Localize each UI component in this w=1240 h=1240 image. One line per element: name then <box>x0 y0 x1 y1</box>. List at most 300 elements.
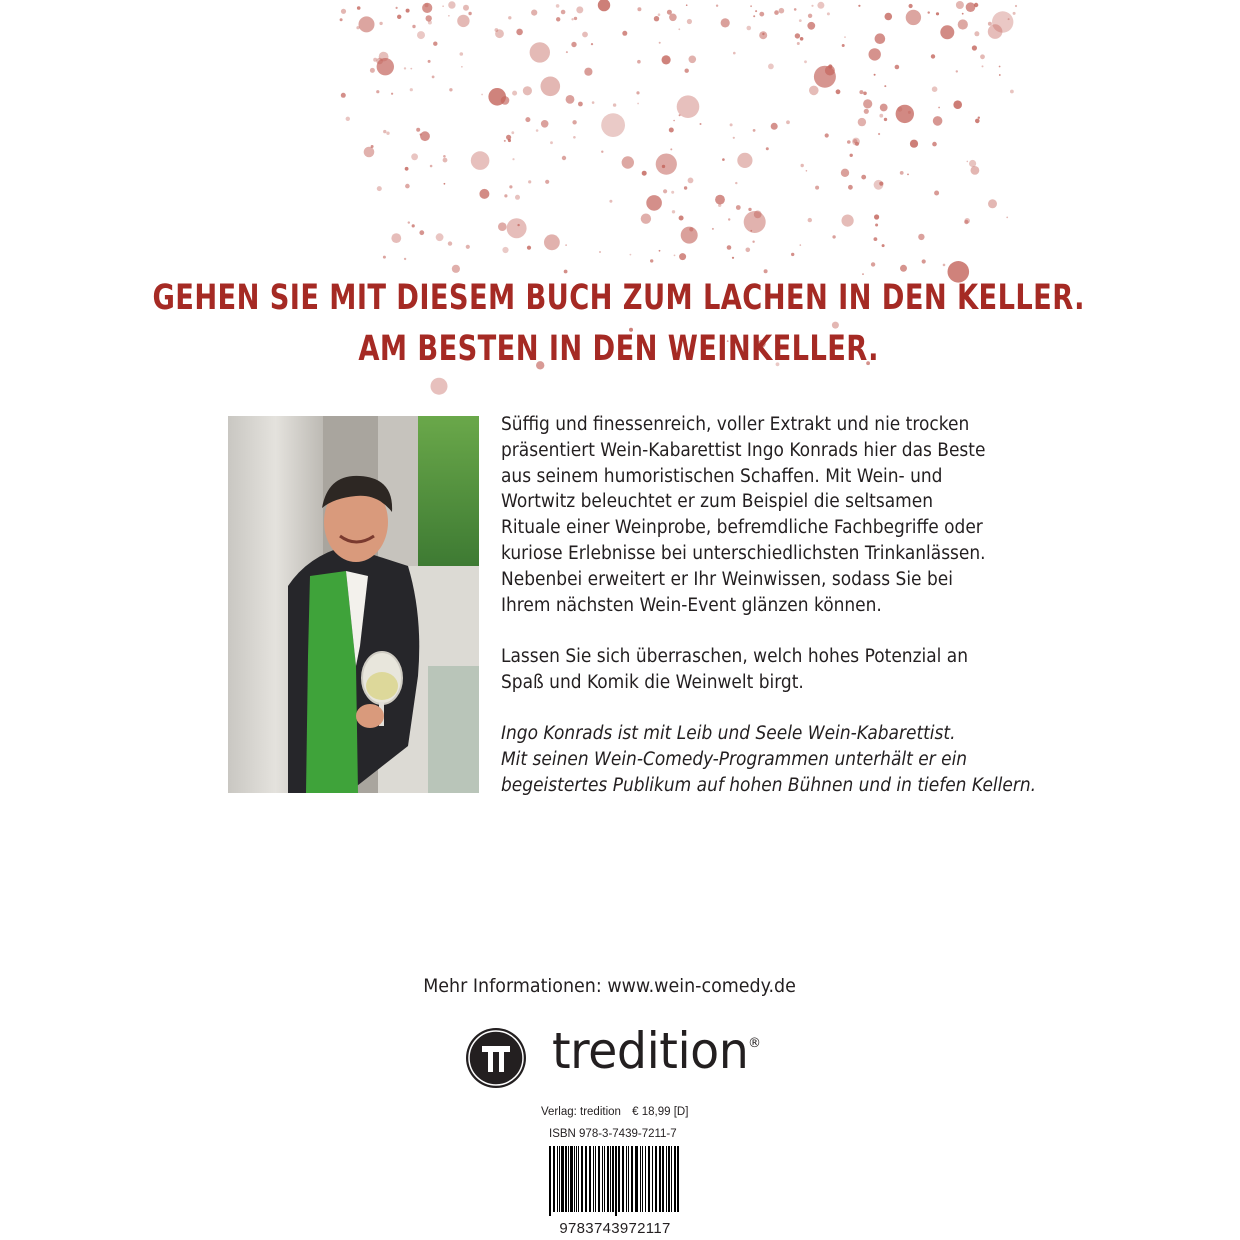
text-line: präsentiert Wein-Kabarettist Ingo Konrads hier das Beste <box>501 439 986 461</box>
splash-droplet <box>962 13 964 15</box>
splash-droplet <box>391 93 393 95</box>
barcode-bar <box>648 1146 650 1212</box>
splash-droplet <box>511 131 514 134</box>
splash-droplet <box>659 250 661 252</box>
splash-droplet <box>637 7 641 11</box>
splash-droplet <box>958 19 968 29</box>
barcode-bar <box>640 1146 641 1212</box>
splash-droplet <box>732 257 734 259</box>
splash-droplet <box>932 86 938 92</box>
splash-droplet <box>859 90 863 94</box>
splash-droplet <box>750 5 752 7</box>
splash-droplet <box>448 241 452 245</box>
splash-droplet <box>495 28 499 32</box>
splash-droplet <box>874 74 876 76</box>
splash-droplet <box>748 208 751 211</box>
splash-droplet <box>715 195 725 205</box>
splash-droplet <box>659 42 661 44</box>
text-line: Rituale einer Weinprobe, befremdliche Fachbegriffe oder <box>501 517 983 539</box>
splash-droplet <box>848 185 853 190</box>
splash-droplet <box>516 29 523 36</box>
splash-droplet <box>460 52 464 56</box>
splash-droplet <box>377 186 382 191</box>
splash-droplet <box>584 68 592 76</box>
splash-droplet <box>376 58 383 65</box>
splash-droplet <box>730 123 733 126</box>
splash-droplet <box>674 255 676 257</box>
splash-droplet <box>940 25 954 39</box>
splash-droplet <box>836 89 841 94</box>
text-line: Nebenbei erweitert er Ihr Weinwissen, sodass Sie bei <box>501 568 953 590</box>
splash-droplet <box>404 258 406 260</box>
barcode-bar <box>565 1146 567 1212</box>
splash-droplet <box>658 13 661 16</box>
text-line: Mit seinen Wein-Comedy-Programmen unterhält er ein <box>501 748 968 770</box>
splash-droplet <box>722 158 725 161</box>
barcode-bar <box>655 1146 657 1212</box>
splash-droplet <box>858 118 866 126</box>
splash-droplet <box>980 54 985 59</box>
splash-droplet <box>1006 217 1008 219</box>
splash-droplet <box>908 111 911 114</box>
splash-droplet <box>670 148 672 150</box>
splash-droplet <box>561 10 566 15</box>
splash-droplet <box>564 270 568 274</box>
splash-droplet <box>759 12 764 17</box>
splash-droplet <box>1008 18 1010 20</box>
author-bio <box>501 721 1037 798</box>
splash-droplet <box>376 90 379 93</box>
splash-droplet <box>508 16 511 19</box>
splash-droplet <box>771 123 778 130</box>
splash-droplet <box>907 174 909 176</box>
splash-droplet <box>885 13 893 21</box>
barcode-bar <box>559 1146 560 1212</box>
splash-droplet <box>863 99 872 108</box>
splash-droplet <box>405 184 410 189</box>
barcode-bar <box>557 1146 558 1212</box>
barcode-bar <box>645 1146 646 1212</box>
splash-droplet <box>878 133 880 135</box>
splash-droplet <box>432 76 435 79</box>
splash-droplet <box>827 12 830 15</box>
splash-droplet <box>936 12 939 15</box>
barcode-bar <box>622 1146 624 1212</box>
splash-droplet <box>684 186 687 189</box>
barcode-bar <box>671 1146 672 1212</box>
splash-droplet <box>1010 90 1014 94</box>
splash-droplet <box>527 246 531 250</box>
barcode-bar <box>659 1146 661 1212</box>
splash-droplet <box>909 4 913 8</box>
splash-droplet <box>515 195 520 200</box>
splash-droplet <box>528 180 531 183</box>
splash-droplet <box>721 18 730 27</box>
splash-droplet <box>636 91 639 94</box>
splash-droplet <box>512 158 514 160</box>
splash-droplet <box>764 269 768 273</box>
text-line: Ihrem nächsten Wein-Event glänzen können. <box>501 594 882 616</box>
splash-droplet <box>408 221 410 223</box>
splash-droplet <box>807 22 815 30</box>
splash-droplet <box>808 218 812 222</box>
splash-droplet <box>800 244 802 246</box>
splash-droplet <box>357 6 361 10</box>
splash-droplet <box>370 68 375 73</box>
splash-droplet <box>663 189 667 193</box>
splash-droplet <box>396 7 398 9</box>
splash-droplet <box>879 114 883 118</box>
barcode-bar <box>615 1146 617 1216</box>
barcode <box>547 1146 683 1216</box>
more-info-line <box>0 975 1240 997</box>
splash-droplet <box>622 156 634 168</box>
splash-droplet <box>556 4 560 8</box>
description-paragraph-2 <box>501 644 1021 696</box>
barcode-bar <box>598 1146 600 1212</box>
splash-droplet <box>574 17 577 20</box>
splash-droplet <box>999 66 1001 68</box>
barcode-bar <box>581 1146 583 1212</box>
barcode-bar <box>607 1146 609 1212</box>
splash-droplet <box>637 103 639 105</box>
splash-droplet <box>430 165 433 168</box>
splash-droplet <box>536 129 539 132</box>
splash-droplet <box>443 158 448 163</box>
barcode-bar <box>570 1146 573 1212</box>
splash-droplet <box>875 33 886 44</box>
splash-droplet <box>679 114 681 116</box>
barcode-bar <box>610 1146 611 1212</box>
splash-droplet <box>578 102 583 107</box>
splash-droplet <box>967 161 969 163</box>
splash-droplet <box>681 227 698 244</box>
splash-droplet <box>875 224 878 227</box>
splash-droplet <box>906 10 921 25</box>
splash-droplet <box>689 56 697 64</box>
barcode-bar <box>631 1146 633 1212</box>
splash-droplet <box>975 119 980 124</box>
splash-droplet <box>565 244 567 246</box>
splash-droplet <box>766 147 769 150</box>
splash-droplet <box>449 88 452 91</box>
splash-droplet <box>897 107 902 112</box>
splash-droplet <box>791 253 794 256</box>
splash-droplet <box>817 2 824 9</box>
text-line: aus seinem humoristischen Schaffen. Mit Wein- und <box>501 465 943 487</box>
splash-droplet <box>750 230 752 232</box>
splash-droplet <box>934 191 939 196</box>
splash-droplet <box>488 88 506 106</box>
splash-droplet <box>842 44 845 47</box>
splash-droplet <box>571 42 576 47</box>
splash-droplet <box>832 235 835 238</box>
splash-droplet <box>794 8 797 11</box>
splash-droplet <box>982 65 984 67</box>
splash-droplet <box>431 378 448 395</box>
splash-droplet <box>383 256 386 259</box>
splash-droplet <box>566 95 575 104</box>
barcode-bar <box>568 1146 569 1212</box>
headline-line-1: GEHEN SIE MIT DIESEM BUCH ZUM LACHEN IN DEN KELLER. <box>152 278 1085 318</box>
splash-droplet <box>874 214 879 219</box>
splash-droplet <box>654 16 659 21</box>
splash-droplet <box>422 3 432 13</box>
splash-droplet <box>508 139 511 142</box>
splash-droplet <box>656 154 677 175</box>
splash-droplet <box>671 191 674 194</box>
splash-droplet <box>412 224 415 227</box>
barcode-bar <box>549 1146 551 1216</box>
splash-droplet <box>599 251 601 253</box>
splash-droplet <box>591 43 593 45</box>
splash-droplet <box>406 9 410 13</box>
text-line: Ingo Konrads ist mit Leib und Seele Wein-Kabarettist. <box>501 723 956 744</box>
barcode-bar <box>668 1146 670 1212</box>
splash-droplet <box>471 151 490 170</box>
splash-droplet <box>678 28 680 30</box>
splash-droplet <box>669 13 677 21</box>
splash-droplet <box>855 142 859 146</box>
splash-droplet <box>863 92 867 96</box>
splash-droplet <box>481 94 483 96</box>
registered-mark: ® <box>748 1036 761 1051</box>
splash-droplet <box>576 6 583 13</box>
price-label: € 18,99 [D] <box>632 1106 689 1118</box>
splash-droplet <box>735 182 737 184</box>
splash-droplet <box>566 51 568 53</box>
splash-droplet <box>759 31 767 39</box>
splash-droplet <box>825 66 835 76</box>
splash-droplet <box>688 178 694 184</box>
splash-droplet <box>504 140 506 142</box>
barcode-bar <box>604 1146 605 1212</box>
splash-droplet <box>858 5 860 7</box>
splash-droplet <box>572 120 576 124</box>
text-line: begeistertes Publikum auf hohen Bühnen und in tiefen Kellern. <box>501 774 1037 796</box>
splash-droplet <box>956 70 958 72</box>
splash-droplet <box>932 142 937 147</box>
splash-droplet <box>861 175 866 180</box>
splash-droplet <box>774 10 779 15</box>
splash-droplet <box>869 48 881 60</box>
more-info-text: Mehr Informationen: www.wein-comedy.de <box>423 975 797 997</box>
splash-droplet <box>685 69 689 73</box>
splash-droplet <box>884 85 886 87</box>
splash-droplet <box>1013 12 1016 15</box>
splash-droplet <box>768 64 774 70</box>
splash-droplet <box>416 128 420 132</box>
splash-droplet <box>727 245 732 250</box>
splash-droplet <box>686 4 688 6</box>
publisher-wordmark: tredition <box>552 1022 749 1080</box>
splash-droplet <box>641 214 651 224</box>
splash-droplet <box>786 120 790 124</box>
splash-droplet <box>988 22 992 26</box>
barcode-bar <box>553 1146 555 1212</box>
splash-droplet <box>882 244 885 247</box>
splash-droplet <box>966 2 976 12</box>
splash-droplet <box>933 116 943 126</box>
splash-droplet <box>797 42 800 45</box>
splash-droplet <box>562 156 566 160</box>
splash-droplet <box>755 10 757 12</box>
splash-droplet <box>442 5 444 7</box>
text-line: Lassen Sie sich überraschen, welch hohes Potenzial an <box>501 646 969 667</box>
splash-droplet <box>341 9 346 14</box>
splash-droplet <box>953 100 962 109</box>
splash-droplet <box>443 155 446 158</box>
splash-droplet <box>426 15 432 21</box>
splash-droplet <box>452 265 460 273</box>
splash-droplet <box>582 32 588 38</box>
splash-droplet <box>718 204 721 207</box>
splash-droplet <box>642 171 647 176</box>
splash-droplet <box>448 1 455 8</box>
splash-droplet <box>716 5 718 7</box>
splash-droplet <box>753 15 755 17</box>
splash-droplet <box>800 37 804 41</box>
splash-droplet <box>910 140 918 148</box>
splash-droplet <box>884 118 887 121</box>
barcode-bar <box>593 1146 594 1212</box>
splash-droplet <box>808 14 812 18</box>
splash-droplet <box>918 234 924 240</box>
splash-droplet <box>825 133 829 137</box>
splash-droplet <box>687 19 692 24</box>
splash-droplet <box>844 36 846 38</box>
splash-droplet <box>971 166 980 175</box>
barcode-bar <box>612 1146 614 1212</box>
splash-droplet <box>498 222 507 231</box>
splash-droplet <box>622 31 627 36</box>
splash-droplet <box>525 117 530 122</box>
splash-droplet <box>468 12 471 15</box>
splash-droplet <box>592 101 595 104</box>
splash-droplet <box>637 60 641 64</box>
author-photo <box>228 416 479 793</box>
barcode-bar <box>674 1146 676 1212</box>
splash-droplet <box>895 65 900 70</box>
splash-droplet <box>523 86 532 95</box>
splash-droplet <box>746 248 751 253</box>
splash-droplet <box>874 237 878 241</box>
text-line: Spaß und Komik die Weinwelt birgt. <box>501 671 804 693</box>
splash-droplet <box>573 136 576 139</box>
barcode-bar <box>618 1146 620 1212</box>
splash-droplet <box>646 195 662 211</box>
splash-droplet <box>737 153 752 168</box>
splash-droplet <box>411 153 418 160</box>
description-paragraph-1 <box>501 412 1021 618</box>
splash-droplet <box>428 60 431 63</box>
splash-droplet <box>417 31 425 39</box>
splash-droplet <box>340 18 343 21</box>
splash-droplet <box>673 120 675 122</box>
splash-droplet <box>733 52 736 55</box>
splash-droplet <box>988 199 997 208</box>
tredition-logo-icon <box>466 1028 526 1088</box>
barcode-bar <box>585 1146 587 1212</box>
splash-droplet <box>436 233 444 241</box>
splash-droplet <box>412 25 415 28</box>
splash-droplet <box>541 77 561 97</box>
splash-droplet <box>479 189 489 199</box>
barcode-number: 9783743972117 <box>559 1220 671 1237</box>
splash-droplet <box>972 45 977 50</box>
splash-droplet <box>747 26 752 31</box>
splash-droplet <box>988 24 1003 39</box>
splash-droplet <box>964 218 970 224</box>
splash-droplet <box>410 68 412 70</box>
splash-droplet <box>556 17 560 21</box>
splash-droplet <box>832 322 839 329</box>
splash-droplet <box>545 180 549 184</box>
splash-droplet <box>804 60 807 63</box>
isbn-label: ISBN 978-3-7439-7211-7 <box>549 1128 677 1140</box>
splash-droplet <box>1015 5 1017 7</box>
splash-droplet <box>630 254 632 256</box>
barcode-bar <box>595 1146 596 1212</box>
splash-droplet <box>420 131 430 141</box>
splash-droplet <box>609 200 612 203</box>
splash-droplet <box>847 140 851 144</box>
splash-droplet <box>879 182 883 186</box>
splash-droplet <box>433 42 437 46</box>
splash-droplet <box>341 93 346 98</box>
splash-droplet <box>928 11 930 13</box>
barcode-bar <box>635 1146 638 1212</box>
splash-droplet <box>753 129 756 132</box>
barcode-bar <box>602 1146 603 1212</box>
splash-droplet <box>650 259 653 262</box>
splash-droplet <box>809 86 819 96</box>
splash-droplet <box>541 120 549 128</box>
splash-droplet <box>900 265 907 272</box>
text-line: kuriose Erlebnisse bei unterschiedlichsten Trinkanlässen. <box>501 542 986 564</box>
splash-droplet <box>799 19 802 22</box>
splash-droplet <box>922 259 926 263</box>
splash-droplet <box>679 216 684 221</box>
splash-droplet <box>386 132 389 135</box>
splash-droplet <box>457 15 469 27</box>
splash-droplet <box>880 104 888 112</box>
barcode-bar <box>642 1146 643 1212</box>
splash-droplet <box>512 91 517 96</box>
splash-droplet <box>736 205 741 210</box>
splash-droplet <box>598 0 610 11</box>
splash-droplet <box>463 5 469 11</box>
splash-droplet <box>346 117 350 121</box>
barcode-bar <box>561 1146 564 1212</box>
splash-droplet <box>379 22 382 25</box>
splash-droplet <box>841 169 849 177</box>
splash-droplet <box>466 245 470 249</box>
splash-droplet <box>613 103 616 106</box>
splash-droplet <box>448 15 450 17</box>
splash-droplet <box>504 194 507 197</box>
text-line: Süffig und finessenreich, voller Extrakt und nie trocken <box>501 414 970 435</box>
splash-droplet <box>871 262 875 266</box>
splash-droplet <box>397 15 401 19</box>
imprint-line <box>541 1106 696 1118</box>
splash-droplet <box>509 185 512 188</box>
splash-droplet <box>779 8 785 14</box>
splash-droplet <box>728 218 730 220</box>
splash-droplet <box>974 31 979 36</box>
splash-droplet <box>507 218 527 238</box>
splash-droplet <box>359 16 375 32</box>
